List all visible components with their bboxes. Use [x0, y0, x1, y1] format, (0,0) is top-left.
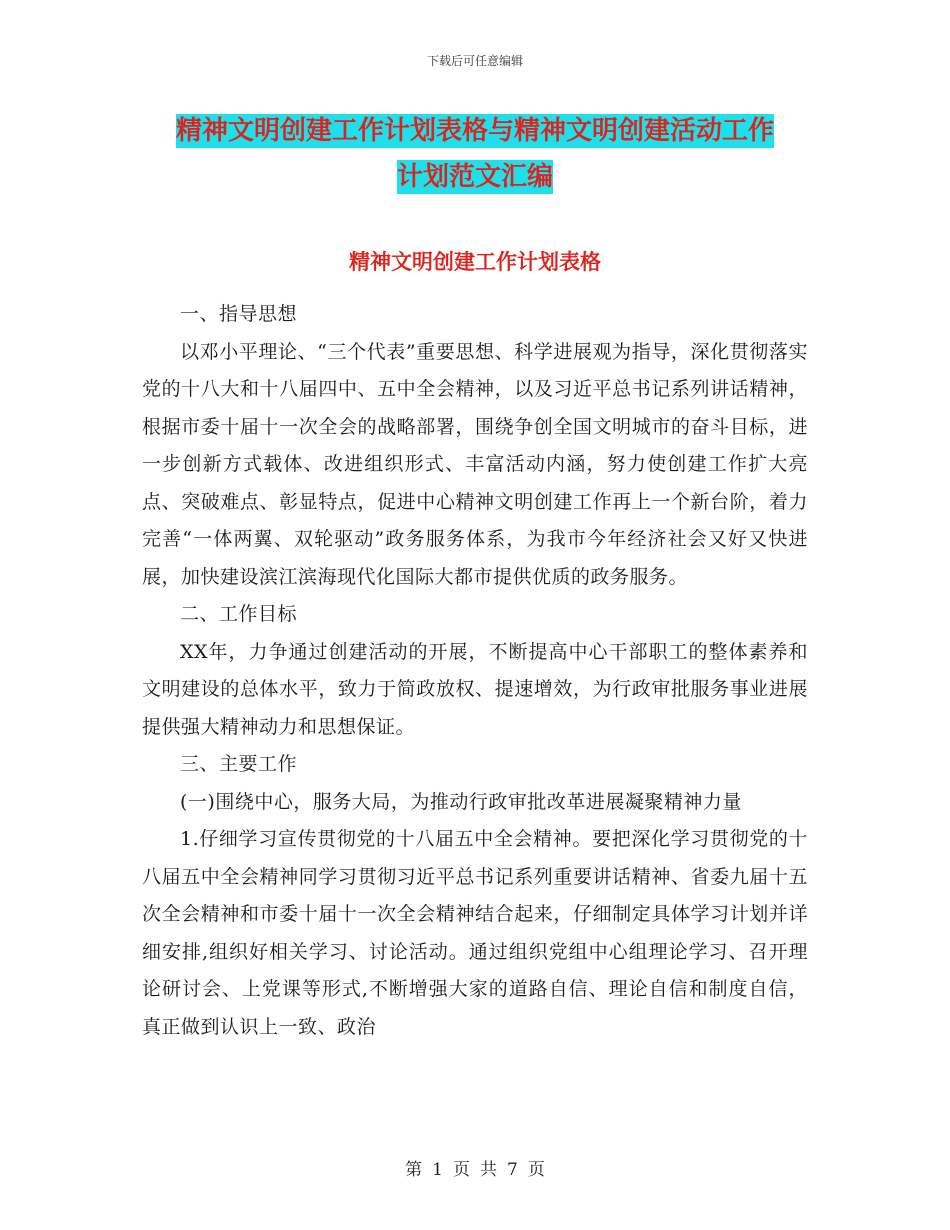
footer-total-word: 共 [480, 1160, 497, 1180]
page-footer [0, 1155, 950, 1180]
paragraph-work-goals: XX年，力争通过创建活动的开展，不断提高中心干部职工的整体素养和文明建设的总体水平，致力于简政放权、提速增效，为行政审批服务事业进展提供强大精神动力和思想保证。 [142, 640, 808, 738]
footer-prefix: 第 [405, 1160, 423, 1180]
footer-suffix: 页 [527, 1160, 545, 1180]
heading-guiding-ideology: 一、指导思想 [180, 303, 298, 325]
document-body [142, 296, 808, 1046]
heading-main-work: 三、主要工作 [180, 753, 298, 775]
paragraph-guiding-ideology: 以邓小平理论、“三个代表”重要思想、科学进展观为指导，深化贯彻落实党的十八大和十八届四中、五中全会精神，以及习近平总书记系列讲话精神，根据市委十届十一次全会的战略部署，围绕争创全国文明城市的奋斗目标，进一步创新方式载体、改进组织形式、丰富活动内涵，努力使创建工作扩大亮点、突破难点、彰显特点，促进中心精神文明创建工作再上一个新台阶，着力完善“一体两翼、双轮驱动”政务服务体系，为我市今年经济社会又好又快进展，加快建设滨江滨海现代化国际大都市提供优质的政务服务。 [142, 340, 808, 588]
footer-page-number: 1 [432, 1160, 443, 1180]
document-title-line2: 计划范文汇编 [396, 162, 553, 192]
footer-page-word: 页 [453, 1160, 470, 1180]
paragraph-main-work-2: 1.仔细学习宣传贯彻党的十八届五中全会精神。要把深化学习贯彻党的十八届五中全会精神同学习贯彻习近平总书记系列重要讲话精神、省委九届十五次全会精神和市委十届十一次全会精神结合起来，仔细制定具体学习计划并详细安排,组织好相关学习、讨论活动。通过组织党组中心组理论学习、召开理论研讨会、上党课等形式,不断增强大家的道路自信、理论自信和制度自信，真正做到认识上一致、政治 [142, 828, 808, 1038]
heading-work-goals: 二、工作目标 [180, 603, 298, 625]
document-title [140, 108, 810, 200]
paragraph-main-work-1: (一)围绕中心，服务大局，为推动行政审批改革进展凝聚精神力量 [180, 790, 742, 813]
page-header-note: 下载后可任意编辑 [426, 54, 523, 68]
footer-total-pages: 7 [507, 1160, 518, 1180]
document-title-line1: 精神文明创建工作计划表格与精神文明创建活动工作 [175, 116, 774, 146]
section-title: 精神文明创建工作计划表格 [349, 250, 601, 274]
